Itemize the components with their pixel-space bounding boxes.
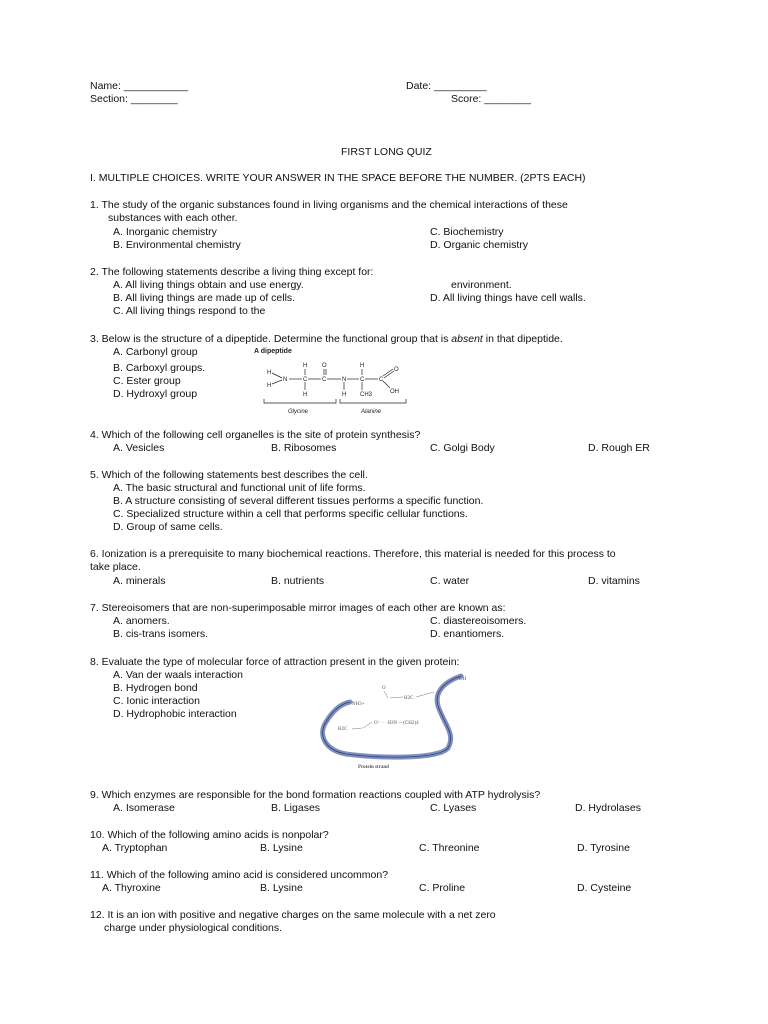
svg-text:N: N bbox=[342, 377, 347, 383]
q11-choice-b: B. Lysine bbox=[260, 882, 303, 894]
alanine-label: Alanine bbox=[361, 409, 382, 415]
q8-choice-a: A. Van der waals interaction bbox=[113, 669, 243, 681]
q11-choice-d: D. Cysteine bbox=[577, 882, 632, 894]
q10-choice-b: B. Lysine bbox=[260, 842, 303, 854]
q10-choice-c: C. Threonine bbox=[419, 842, 480, 854]
q1-choice-a: A. Inorganic chemistry bbox=[113, 226, 217, 238]
q3-choice-a: A. Carbonyl group bbox=[113, 346, 198, 358]
question-3-stem: 3. Below is the structure of a dipeptide. Determine the functional group that is absent in that dipeptide. bbox=[90, 333, 563, 345]
question-11-stem: 11. Which of the following amino acid is considered uncommon? bbox=[90, 869, 389, 881]
q3-choice-c: C. Ester group bbox=[113, 375, 181, 387]
question-4-stem: 4. Which of the following cell organelles is the site of protein synthesis? bbox=[90, 429, 421, 441]
svg-text:C: C bbox=[379, 377, 384, 383]
protein-strand-caption: Protein strand bbox=[358, 765, 389, 770]
q6-choice-a: A. minerals bbox=[113, 575, 166, 587]
svg-text:O: O bbox=[382, 686, 386, 691]
q5-choice-b: B. A structure consisting of several different tissues performs a specific function. bbox=[113, 495, 484, 507]
q10-choice-a: A. Tryptophan bbox=[102, 842, 168, 854]
q2-choice-b: B. All living things are made up of cells. bbox=[113, 292, 296, 304]
svg-text:O: O bbox=[322, 363, 327, 369]
score-field: Score: ________ bbox=[451, 93, 531, 105]
svg-text:O: O bbox=[394, 367, 399, 373]
q1-choice-b: B. Environmental chemistry bbox=[113, 239, 241, 251]
glycine-label: Glycine bbox=[288, 409, 309, 415]
q9-choice-a: A. Isomerase bbox=[113, 802, 175, 814]
svg-text:C: C bbox=[303, 377, 308, 383]
q4-choice-c: C. Golgi Body bbox=[430, 442, 495, 454]
q2-choice-d: D. All living things have cell walls. bbox=[430, 292, 586, 304]
q7-choice-d: D. enantiomers. bbox=[430, 628, 505, 640]
q6-choice-d: D. vitamins bbox=[588, 575, 640, 587]
q4-choice-d: D. Rough ER bbox=[588, 442, 650, 454]
q10-choice-d: D. Tyrosine bbox=[577, 842, 630, 854]
q7-choice-c: C. diastereoisomers. bbox=[430, 615, 527, 627]
svg-text:H: H bbox=[267, 370, 272, 376]
q9-choice-b: B. Ligases bbox=[271, 802, 321, 814]
q8-choice-d: D. Hydrophobic interaction bbox=[113, 708, 237, 720]
dipeptide-title: A dipeptide bbox=[254, 348, 292, 355]
svg-text:H: H bbox=[342, 392, 347, 398]
question-10-stem: 10. Which of the following amino acids is nonpolar? bbox=[90, 829, 329, 841]
q9-choice-d: D. Hydrolases bbox=[575, 802, 641, 814]
q2-choice-a: A. All living things obtain and use energy. bbox=[113, 279, 304, 291]
svg-text:H: H bbox=[303, 363, 308, 369]
q11-choice-a: A. Thyroxine bbox=[102, 882, 161, 894]
q5-choice-c: C. Specialized structure within a cell that performs specific cellular functions. bbox=[113, 508, 468, 520]
question-1-stem-cont: substances with each other. bbox=[108, 212, 238, 224]
q1-choice-d: D. Organic chemistry bbox=[430, 239, 529, 251]
q5-choice-a: A. The basic structural and functional unit of life forms. bbox=[113, 482, 366, 494]
svg-text:N: N bbox=[283, 377, 288, 383]
q4-choice-a: A. Vesicles bbox=[113, 442, 165, 454]
section-field: Section: ________ bbox=[90, 93, 178, 105]
svg-text:C: C bbox=[322, 377, 327, 383]
q8-choice-b: B. Hydrogen bond bbox=[113, 682, 198, 694]
question-7-stem: 7. Stereoisomers that are non-superimposable mirror images of each other are known as: bbox=[90, 602, 506, 614]
svg-text:C: C bbox=[360, 377, 365, 383]
q6-choice-c: C. water bbox=[430, 575, 470, 587]
question-12-stem: 12. It is an ion with positive and negative charges on the same molecule with a net zero bbox=[90, 909, 496, 921]
question-6-stem-cont: take place. bbox=[90, 561, 141, 573]
q4-choice-b: B. Ribosomes bbox=[271, 442, 337, 454]
svg-text:H: H bbox=[360, 363, 365, 369]
name-field: Name: ___________ bbox=[90, 80, 189, 92]
svg-text:OH: OH bbox=[459, 677, 467, 682]
q7-choice-b: B. cis-trans isomers. bbox=[113, 628, 209, 640]
svg-text:H: H bbox=[303, 392, 308, 398]
q3-choice-d: D. Hydroxyl group bbox=[113, 388, 198, 400]
q3-choice-b: B. Carboxyl groups. bbox=[113, 362, 206, 374]
q8-choice-c: C. Ionic interaction bbox=[113, 695, 200, 707]
dipeptide-structure-figure bbox=[250, 344, 420, 416]
q5-choice-d: D. Group of same cells. bbox=[113, 521, 223, 533]
svg-text:OH: OH bbox=[390, 389, 399, 395]
svg-text:H2C: H2C bbox=[404, 696, 414, 701]
ionic-chain-label: O⁻ · · H3N —(CH2)4 bbox=[374, 721, 419, 726]
absent-emphasis: absent bbox=[451, 333, 483, 345]
q2-choice-c-continued: environment. bbox=[451, 279, 512, 291]
nh3-label: NH3+ bbox=[352, 702, 365, 707]
instructions: I. MULTIPLE CHOICES. WRITE YOUR ANSWER IN THE SPACE BEFORE THE NUMBER. (2PTS EACH) bbox=[90, 172, 586, 184]
q1-choice-c: C. Biochemistry bbox=[430, 226, 504, 238]
svg-text:H: H bbox=[267, 383, 272, 389]
question-12-stem-cont: charge under physiological conditions. bbox=[104, 922, 283, 934]
svg-text:CH3: CH3 bbox=[360, 392, 373, 398]
question-2-stem: 2. The following statements describe a living thing except for: bbox=[90, 266, 374, 278]
date-field: Date: _________ bbox=[406, 80, 487, 92]
quiz-title: FIRST LONG QUIZ bbox=[341, 146, 432, 158]
h2c-label: H2C bbox=[338, 727, 348, 732]
q2-choice-c: C. All living things respond to the bbox=[113, 305, 266, 317]
question-9-stem: 9. Which enzymes are responsible for the bond formation reactions coupled with ATP hydrolysis? bbox=[90, 789, 541, 801]
q7-choice-a: A. anomers. bbox=[113, 615, 170, 627]
protein-strand-figure bbox=[316, 668, 476, 772]
q6-choice-b: B. nutrients bbox=[271, 575, 325, 587]
q9-choice-c: C. Lyases bbox=[430, 802, 477, 814]
question-8-stem: 8. Evaluate the type of molecular force of attraction present in the given protein: bbox=[90, 656, 460, 668]
question-5-stem: 5. Which of the following statements best describes the cell. bbox=[90, 469, 368, 481]
q11-choice-c: C. Proline bbox=[419, 882, 466, 894]
question-1-stem: 1. The study of the organic substances found in living organisms and the chemical interactions of these bbox=[90, 199, 568, 211]
question-6-stem: 6. Ionization is a prerequisite to many biochemical reactions. Therefore, this material is needed for this process to bbox=[90, 548, 616, 560]
